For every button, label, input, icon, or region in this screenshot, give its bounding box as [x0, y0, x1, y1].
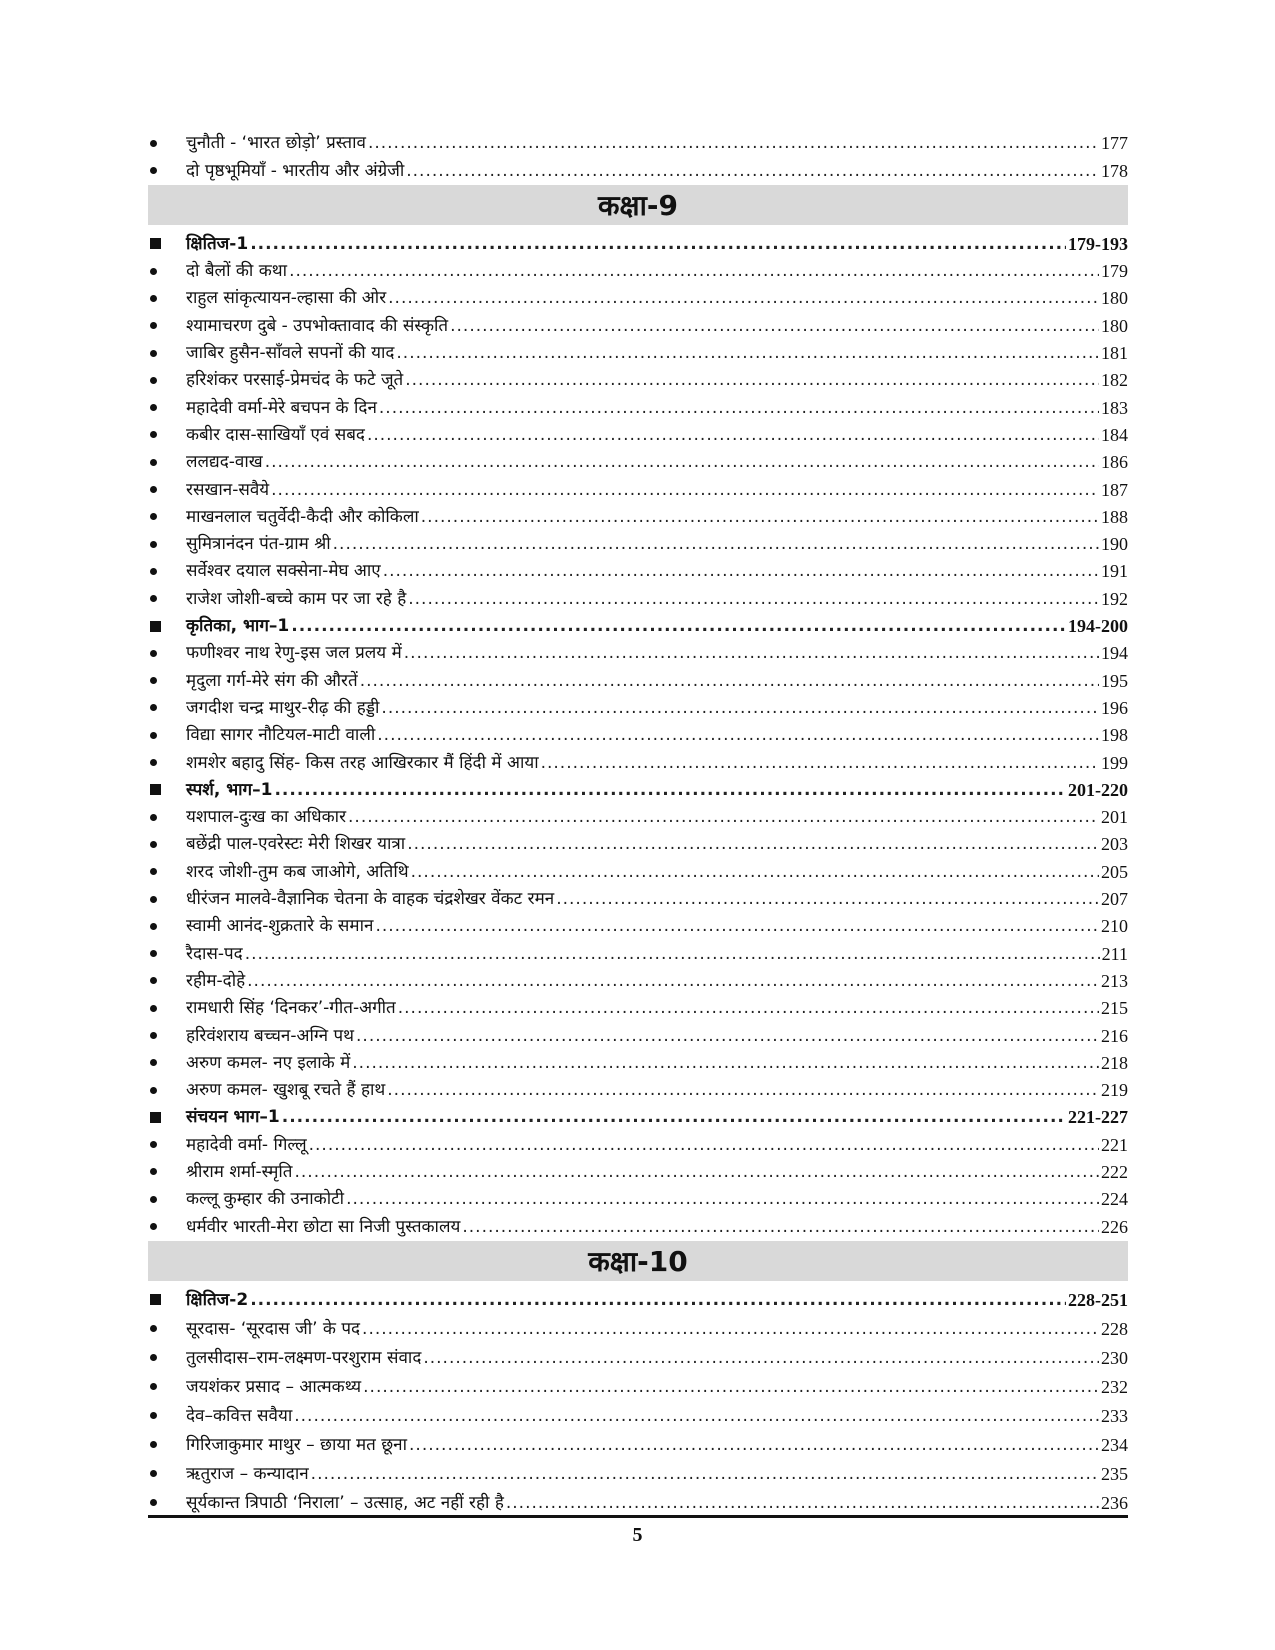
- bullet-icon: [150, 1141, 157, 1148]
- dot-leader: [294, 1406, 1099, 1426]
- entry-page: 215: [1101, 998, 1128, 1019]
- entry-page: 210: [1101, 916, 1128, 937]
- entry-title: मृदुला गर्ग-मेरे संग की औरतें: [186, 670, 358, 691]
- entry-page: 232: [1101, 1376, 1128, 1397]
- entry-page: 230: [1101, 1347, 1128, 1368]
- entry-page: 199: [1101, 752, 1128, 773]
- toc-entry: [148, 254, 1128, 281]
- bullet-icon: [150, 950, 157, 957]
- entry-title: गिरिजाकुमार माथुर – छाया मत छूना: [186, 1434, 408, 1455]
- toc-entry: [148, 1484, 1128, 1513]
- page-number: 5: [632, 1524, 643, 1546]
- dot-leader: [541, 753, 1099, 773]
- bullet-icon: [150, 140, 157, 147]
- section-pages: 194-200: [1068, 616, 1128, 637]
- entry-page: 221: [1101, 1134, 1128, 1155]
- toc-entry: [148, 418, 1128, 445]
- toc-entry: [148, 390, 1128, 417]
- toc-entry: [148, 1073, 1128, 1100]
- bullet-icon: [150, 1499, 157, 1506]
- toc-entry: [148, 1339, 1128, 1368]
- entry-title: चुनौती - ‘भारत छोड़ो’ प्रस्ताव: [186, 133, 366, 154]
- bullet-icon: [150, 704, 157, 711]
- entry-title: सुमित्रानंदन पंत-ग्राम श्री: [186, 534, 331, 555]
- entry-title: ललद्यद-वाख: [186, 452, 263, 473]
- entry-title: रामधारी सिंह ‘दिनकर’-गीत-अगीत: [186, 998, 396, 1019]
- dot-leader: [387, 1080, 1099, 1100]
- section-title: कृतिका, भाग–1: [186, 616, 290, 637]
- entry-page: 181: [1101, 343, 1128, 364]
- entry-title: जगदीश चन्द्र माथुर-रीढ़ की हड्डी: [186, 697, 380, 718]
- entry-title: रहीम-दोहे: [186, 970, 246, 991]
- entry-page: 186: [1101, 452, 1128, 473]
- entry-page: 228: [1101, 1318, 1128, 1339]
- bullet-icon: [150, 1412, 157, 1419]
- dot-leader: [352, 1053, 1099, 1073]
- dot-leader: [346, 1189, 1099, 1209]
- entry-page: 226: [1101, 1216, 1128, 1237]
- entry-title: शरद जोशी-तुम कब जाओगे, अतिथि: [186, 861, 409, 882]
- entry-title: राजेश जोशी-बच्चे काम पर जा रहे है: [186, 588, 407, 609]
- bullet-icon: [150, 459, 157, 466]
- entry-page: 179: [1101, 261, 1128, 282]
- dot-leader: [309, 1135, 1099, 1155]
- entry-page: 178: [1101, 160, 1128, 181]
- toc-entry: [148, 718, 1128, 745]
- bullet-icon: [150, 814, 157, 821]
- toc-entry: [148, 636, 1128, 663]
- bullet-icon: [150, 677, 157, 684]
- toc-entry: [148, 1182, 1128, 1209]
- dot-leader: [407, 834, 1099, 854]
- entry-title: जाबिर हुसैन-साँवले सपनों की याद: [186, 343, 395, 364]
- dot-leader: [333, 534, 1099, 554]
- dot-leader: [247, 971, 1099, 991]
- toc-entry: [148, 1127, 1128, 1154]
- section-title: स्पर्श, भाग–1: [186, 779, 273, 800]
- dot-leader: [363, 1377, 1099, 1397]
- toc-entry: [148, 126, 1128, 153]
- bullet-icon: [150, 923, 157, 930]
- toc-entry: [148, 500, 1128, 527]
- toc-entry: [148, 827, 1128, 854]
- square-bullet-icon: [150, 1112, 161, 1123]
- toc-entry: [148, 1310, 1128, 1339]
- bullet-icon: [150, 868, 157, 875]
- table-of-contents: [148, 126, 1128, 1513]
- toc-entry: [148, 1155, 1128, 1182]
- dot-leader: [406, 161, 1099, 181]
- dot-leader: [408, 589, 1099, 609]
- toc-entry: [148, 1397, 1128, 1426]
- entry-title: रैदास-पद: [186, 943, 243, 964]
- entry-title: शमशेर बहादु सिंह- किस तरह आखिरकार मैं हिंदी में आया: [186, 752, 539, 773]
- bullet-icon: [150, 841, 157, 848]
- entry-title: सर्वेश्वर दयाल सक्सेना-मेघ आए: [186, 561, 381, 582]
- entry-page: 201: [1101, 807, 1128, 828]
- entry-page: 182: [1101, 370, 1128, 391]
- entry-page: 180: [1101, 288, 1128, 309]
- entry-title: यशपाल-दुःख का अधिकार: [186, 807, 347, 828]
- toc-entry: [148, 1455, 1128, 1484]
- bullet-icon: [150, 595, 157, 602]
- dot-leader: [245, 944, 1100, 964]
- square-bullet-icon: [150, 238, 161, 249]
- bullet-icon: [150, 1470, 157, 1477]
- toc-entry: [148, 936, 1128, 963]
- dot-leader: [450, 316, 1099, 336]
- dot-leader: [348, 807, 1099, 827]
- dot-leader: [282, 1107, 1066, 1127]
- bullet-icon: [150, 1383, 157, 1390]
- toc-entry: [148, 1018, 1128, 1045]
- entry-page: 211: [1101, 943, 1128, 964]
- entry-title: हरिशंकर परसाई-प्रेमचंद के फटे जूते: [186, 370, 404, 391]
- entry-page: 183: [1101, 397, 1128, 418]
- toc-entry: [148, 1368, 1128, 1397]
- bullet-icon: [150, 295, 157, 302]
- bullet-icon: [150, 350, 157, 357]
- toc-entry: [148, 1209, 1128, 1236]
- bullet-icon: [150, 1354, 157, 1361]
- dot-leader: [356, 1026, 1099, 1046]
- dot-leader: [388, 288, 1099, 308]
- dot-leader: [265, 452, 1099, 472]
- entry-title: महादेवी वर्मा- गिल्लू: [186, 1134, 307, 1155]
- entry-title: धीरंजन मालवे-वैज्ञानिक चेतना के वाहक चंद्रशेखर वेंकट रमन: [186, 889, 555, 910]
- section-pages: 221-227: [1068, 1107, 1128, 1128]
- bullet-icon: [150, 486, 157, 493]
- dot-leader: [368, 133, 1099, 153]
- bullet-icon: [150, 759, 157, 766]
- dot-leader: [295, 1162, 1100, 1182]
- dot-leader: [250, 234, 1066, 254]
- toc-entry: [148, 281, 1128, 308]
- entry-page: 203: [1101, 834, 1128, 855]
- section-pages: 179-193: [1068, 233, 1128, 254]
- entry-page: 187: [1101, 479, 1128, 500]
- entry-page: 177: [1101, 133, 1128, 154]
- toc-entry: [148, 445, 1128, 472]
- entry-page: 224: [1101, 1189, 1128, 1210]
- entry-title: जयशंकर प्रसाद – आत्मकथ्य: [186, 1376, 362, 1397]
- entry-title: अरुण कमल- खुशबू रचते हैं हाथ: [186, 1080, 386, 1101]
- entry-page: 192: [1101, 588, 1128, 609]
- toc-entry: [148, 964, 1128, 991]
- entry-page: 216: [1101, 1025, 1128, 1046]
- section-title: संचयन भाग–1: [186, 1107, 280, 1128]
- dot-leader: [506, 1493, 1099, 1513]
- class-10-heading: कक्षा-10: [148, 1241, 1128, 1281]
- toc-section: [148, 1100, 1128, 1127]
- entry-title: माखनलाल चतुर्वेदी-कैदी और कोकिला: [186, 506, 419, 527]
- bullet-icon: [150, 1223, 157, 1230]
- dot-leader: [250, 1290, 1066, 1310]
- entry-page: 195: [1101, 670, 1128, 691]
- entry-title: बछेंद्री पाल-एवरेस्टः मेरी शिखर यात्रा: [186, 834, 406, 855]
- square-bullet-icon: [150, 1294, 161, 1305]
- entry-page: 218: [1101, 1052, 1128, 1073]
- toc-entry: [148, 691, 1128, 718]
- toc-section: [148, 1283, 1128, 1310]
- entry-page: 233: [1101, 1405, 1128, 1426]
- toc-entry: [148, 800, 1128, 827]
- bullet-icon: [150, 568, 157, 575]
- toc-entry: [148, 854, 1128, 881]
- dot-leader: [379, 398, 1099, 418]
- bullet-icon: [150, 1032, 157, 1039]
- bullet-icon: [150, 1441, 157, 1448]
- bullet-icon: [150, 322, 157, 329]
- toc-entry: [148, 527, 1128, 554]
- bullet-icon: [150, 1325, 157, 1332]
- toc-entry: [148, 472, 1128, 499]
- bullet-icon: [150, 513, 157, 520]
- entry-title: सूरदास- ‘सूरदास जी’ के पद: [186, 1318, 361, 1339]
- bullet-icon: [150, 1005, 157, 1012]
- entry-page: 234: [1101, 1434, 1128, 1455]
- section-title: क्षितिज-2: [186, 1289, 249, 1310]
- dot-leader: [377, 725, 1099, 745]
- toc-entry: [148, 745, 1128, 772]
- section-pages: 228-251: [1068, 1289, 1128, 1310]
- bullet-icon: [150, 896, 157, 903]
- bullet-icon: [150, 268, 157, 275]
- dot-leader: [421, 507, 1099, 527]
- dot-leader: [423, 1348, 1099, 1368]
- bullet-icon: [150, 431, 157, 438]
- footer-rule: [148, 1515, 1128, 1518]
- entry-title: कल्लू कुम्हार की उनाकोटी: [186, 1189, 345, 1210]
- entry-title: सूर्यकान्त त्रिपाठी ‘निराला’ – उत्साह, अट नहीं रही है: [186, 1492, 504, 1513]
- dot-leader: [311, 1464, 1099, 1484]
- bullet-icon: [150, 1168, 157, 1175]
- bullet-icon: [150, 541, 157, 548]
- dot-leader: [381, 698, 1099, 718]
- toc-entry: [148, 909, 1128, 936]
- bullet-icon: [150, 1196, 157, 1203]
- entry-title: कबीर दास-साखियाँ एवं सबद: [186, 424, 365, 445]
- entry-page: 198: [1101, 725, 1128, 746]
- dot-leader: [398, 998, 1099, 1018]
- toc-entry: [148, 581, 1128, 608]
- bullet-icon: [150, 732, 157, 739]
- entry-page: 207: [1101, 889, 1128, 910]
- entry-title: तुलसीदास–राम-लक्ष्मण-परशुराम संवाद: [186, 1347, 422, 1368]
- toc-section: [148, 609, 1128, 636]
- entry-title: धर्मवीर भारती-मेरा छोटा सा निजी पुस्तकालय: [186, 1216, 461, 1237]
- dot-leader: [375, 916, 1099, 936]
- entry-page: 213: [1101, 970, 1128, 991]
- dot-leader: [274, 780, 1066, 800]
- entry-page: 196: [1101, 697, 1128, 718]
- toc-entry: [148, 363, 1128, 390]
- entry-title: स्वामी आनंद-शुक्रतारे के समान: [186, 916, 374, 937]
- toc-entry: [148, 1046, 1128, 1073]
- dot-leader: [462, 1217, 1099, 1237]
- bullet-icon: [150, 167, 157, 174]
- entry-title: अरुण कमल- नए इलाके में: [186, 1052, 351, 1073]
- dot-leader: [411, 862, 1099, 882]
- entry-title: राहुल सांकृत्यायन-ल्हासा की ओर: [186, 288, 387, 309]
- dot-leader: [362, 1319, 1099, 1339]
- toc-entry: [148, 308, 1128, 335]
- entry-title: श्यामाचरण दुबे - उपभोक्तावाद की संस्कृति: [186, 315, 449, 336]
- entry-title: दो पृष्ठभूमियाँ - भारतीय और अंग्रेजी: [186, 160, 405, 181]
- bullet-icon: [150, 650, 157, 657]
- entry-page: 235: [1101, 1463, 1128, 1484]
- toc-section: [148, 227, 1128, 254]
- entry-title: श्रीराम शर्मा-स्मृति: [186, 1161, 293, 1182]
- entry-title: फणीश्वर नाथ रेणु-इस जल प्रलय में: [186, 643, 402, 664]
- entry-page: 205: [1101, 861, 1128, 882]
- entry-page: 222: [1101, 1161, 1128, 1182]
- toc-entry: [148, 663, 1128, 690]
- entry-title: हरिवंशराय बच्चन-अग्नि पथ: [186, 1025, 355, 1046]
- dot-leader: [556, 889, 1099, 909]
- dot-leader: [383, 561, 1099, 581]
- entry-page: 191: [1101, 561, 1128, 582]
- entry-title: विद्या सागर नौटियल-माटी वाली: [186, 725, 376, 746]
- entry-title: महादेवी वर्मा-मेरे बचपन के दिन: [186, 397, 377, 418]
- square-bullet-icon: [150, 784, 161, 795]
- entry-page: 180: [1101, 315, 1128, 336]
- dot-leader: [271, 480, 1099, 500]
- class-9-heading: कक्षा-9: [148, 185, 1128, 225]
- bullet-icon: [150, 404, 157, 411]
- entry-title: रसखान-सवैये: [186, 479, 270, 500]
- bullet-icon: [150, 1087, 157, 1094]
- section-pages: 201-220: [1068, 779, 1128, 800]
- dot-leader: [360, 671, 1099, 691]
- toc-entry: [148, 153, 1128, 180]
- toc-entry: [148, 991, 1128, 1018]
- section-title: क्षितिज-1: [186, 233, 249, 254]
- toc-entry: [148, 1426, 1128, 1455]
- entry-page: 236: [1101, 1492, 1128, 1513]
- dot-leader: [409, 1435, 1099, 1455]
- bullet-icon: [150, 1059, 157, 1066]
- dot-leader: [289, 261, 1099, 281]
- entry-page: 184: [1101, 424, 1128, 445]
- toc-entry: [148, 554, 1128, 581]
- bullet-icon: [150, 377, 157, 384]
- dot-leader: [404, 643, 1099, 663]
- dot-leader: [396, 343, 1099, 363]
- dot-leader: [367, 425, 1099, 445]
- entry-page: 190: [1101, 534, 1128, 555]
- entry-page: 219: [1101, 1080, 1128, 1101]
- toc-entry: [148, 336, 1128, 363]
- entry-title: ऋतुराज – कन्यादान: [186, 1463, 309, 1484]
- entry-title: दो बैलों की कथा: [186, 261, 288, 282]
- square-bullet-icon: [150, 621, 161, 632]
- bullet-icon: [150, 977, 157, 984]
- toc-entry: [148, 882, 1128, 909]
- dot-leader: [291, 616, 1066, 636]
- entry-page: 194: [1101, 643, 1128, 664]
- entry-title: देव–कवित्त सवैया: [186, 1405, 293, 1426]
- entry-page: 188: [1101, 506, 1128, 527]
- dot-leader: [405, 370, 1099, 390]
- toc-section: [148, 773, 1128, 800]
